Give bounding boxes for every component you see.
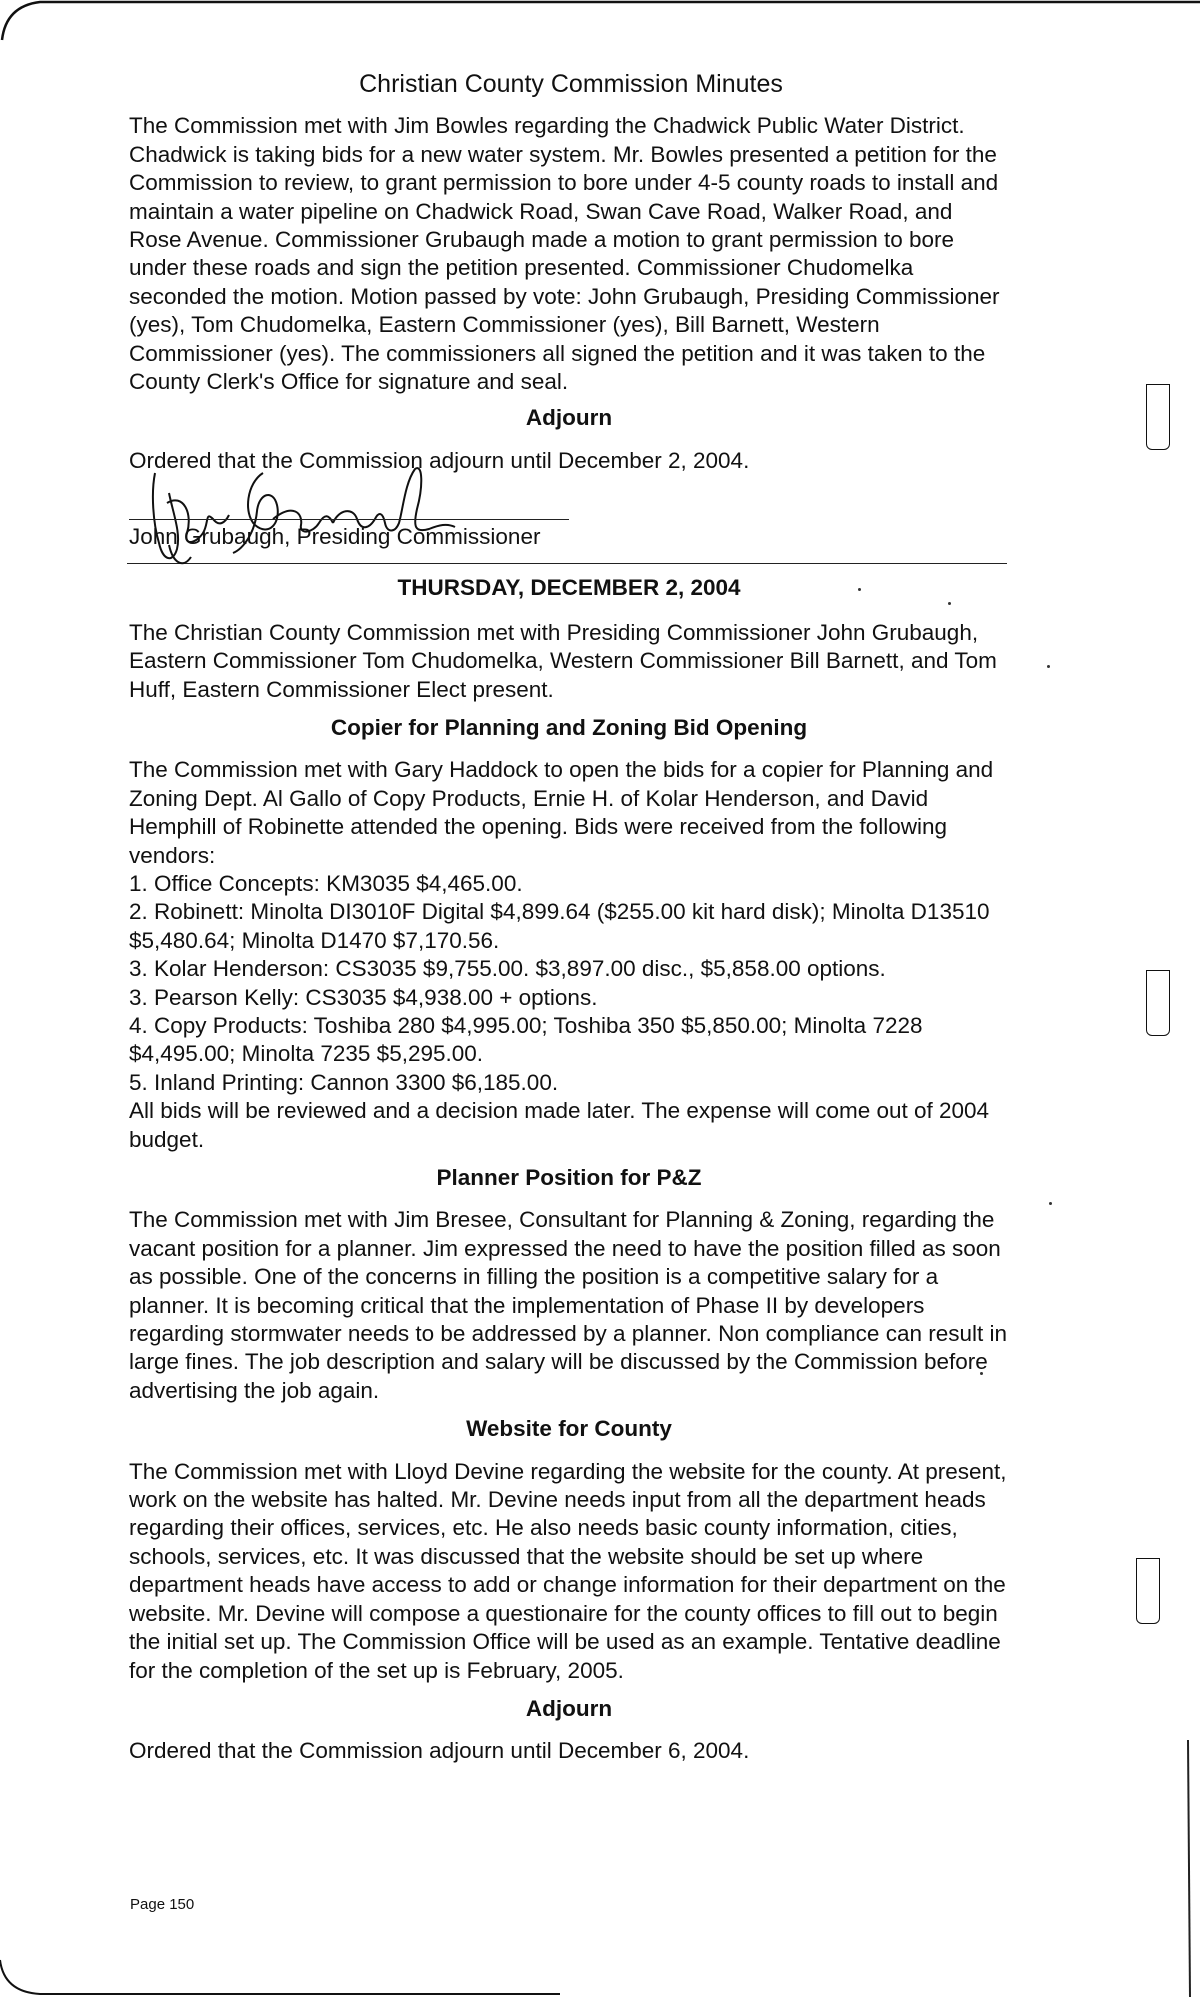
- adjourn-heading: Adjourn: [525, 1695, 613, 1721]
- water-district-paragraph: The Commission met with Jim Bowles regarding the Chadwick Public Water District. Chadwick is taking bids for a new water system. Mr. Bowles presented a petition for the Commission to review, to grant permission to bore under 4-5 county roads to install and maintain a water pipeline on Chadwick Road, Swan Cave Road, Walker Road, and Rose Avenue. Commissioner Grubaugh made a motion to grant permission to bore under these roads and sign the petition presented. Commissioner Chudomelka seconded the motion. Motion passed by vote: John Grubaugh, Presiding Commissioner (yes), Tom Chudomelka, Eastern Commissioner (yes), Bill Barnett, Western Commissioner (yes). The commissioners all signed the petition and it was taken to the County Clerk's Office for signature and seal.: [129, 113, 1000, 395]
- list-item: 5. Inland Printing: Cannon 3300 $6,185.00.: [129, 1069, 559, 1095]
- website-paragraph: The Commission met with Lloyd Devine regarding the website for the county. At present, work on the website has halted. Mr. Devine needs input from all the department heads regarding their offices, services, etc. He also needs basic county information, cities, schools, services, etc. It was discussed that the website should be set up where department heads have access to add or change information for their department on the website. Mr. Devine will compose a questionaire for the county offices to fill out to begin the initial set up. The Commission Office will be used as an example. Tentative deadline for the completion of the set up is February, 2005.: [129, 1458, 1007, 1683]
- adjourn-statement: Ordered that the Commission adjourn until December 6, 2004.: [129, 1738, 750, 1764]
- bid-closing-note: All bids will be reviewed and a decision made later. The expense will come out of 2004 budget.: [129, 1098, 990, 1152]
- planner-position-paragraph: The Commission met with Jim Bresee, Consultant for Planning & Zoning, regarding the vacant position for a planner. Jim expressed the need to have the position filled as soon as possible. One of the concerns in filling the position is a competitive salary for a planner. It is becoming critical that the implementation of Phase II by developers regarding stormwater needs to be addressed by a planner. Non compliance can result in large fines. The job description and salary will be discussed by the Commission before advertising the job again.: [129, 1207, 1008, 1403]
- website-heading: Website for County: [466, 1416, 672, 1442]
- signatory-name: John Grubaugh, Presiding Commissioner: [129, 524, 541, 550]
- adjourn-heading: Adjourn: [525, 405, 613, 431]
- scan-speck: [1049, 1202, 1052, 1205]
- list-item: 3. Kolar Henderson: CS3035 $9,755.00. $3,897.00 disc., $5,858.00 options.: [129, 956, 886, 982]
- page-number: Page 150: [130, 1896, 195, 1913]
- minutes-document: [129, 70, 1009, 1774]
- margin-bracket-mark: [1146, 970, 1170, 1036]
- list-item: 3. Pearson Kelly: CS3035 $4,938.00 + options.: [129, 984, 598, 1010]
- list-item: 1. Office Concepts: KM3035 $4,465.00.: [129, 870, 523, 896]
- signature-block: [129, 483, 1009, 563]
- document-title: Christian County Commission Minutes: [359, 70, 783, 98]
- attendance-paragraph: The Christian County Commission met with Presiding Commissioner John Grubaugh, Eastern Commissioner Tom Chudomelka, Western Commissioner Bill Barnett, and Tom Huff, Eastern Commissioner Elect present.: [129, 619, 997, 702]
- list-item: 4. Copy Products: Toshiba 280 $4,995.00; Toshiba 350 $5,850.00; Minolta 7228 $4,495.00; Minolta 7235 $5,295.00.: [129, 1012, 923, 1067]
- copier-bid-heading: Copier for Planning and Zoning Bid Opening: [330, 714, 808, 740]
- margin-bracket-mark: [1146, 384, 1170, 450]
- copier-bid-paragraph: The Commission met with Gary Haddock to open the bids for a copier for Planning and Zoning Dept. Al Gallo of Copy Products, Ernie H. of Kolar Henderson, and David Hemphill of Robinette attended the opening. Bids were received from the following vendors:: [129, 757, 994, 868]
- bid-list: [129, 870, 1009, 1097]
- margin-bracket-mark: [1136, 1558, 1160, 1624]
- meeting-date-heading: THURSDAY, DECEMBER 2, 2004: [397, 575, 741, 601]
- adjourn-statement: Ordered that the Commission adjourn until December 2, 2004.: [129, 447, 750, 473]
- handwritten-signature: [143, 453, 463, 573]
- planner-position-heading: Planner Position for P&Z: [436, 1165, 702, 1190]
- signature-line: [129, 519, 569, 520]
- list-item: 2. Robinett: Minolta DI3010F Digital $4,899.64 ($255.00 kit hard disk); Minolta D13510 $5,480.64; Minolta D1470 $7,170.56.: [129, 899, 990, 953]
- scan-speck: [1047, 665, 1050, 668]
